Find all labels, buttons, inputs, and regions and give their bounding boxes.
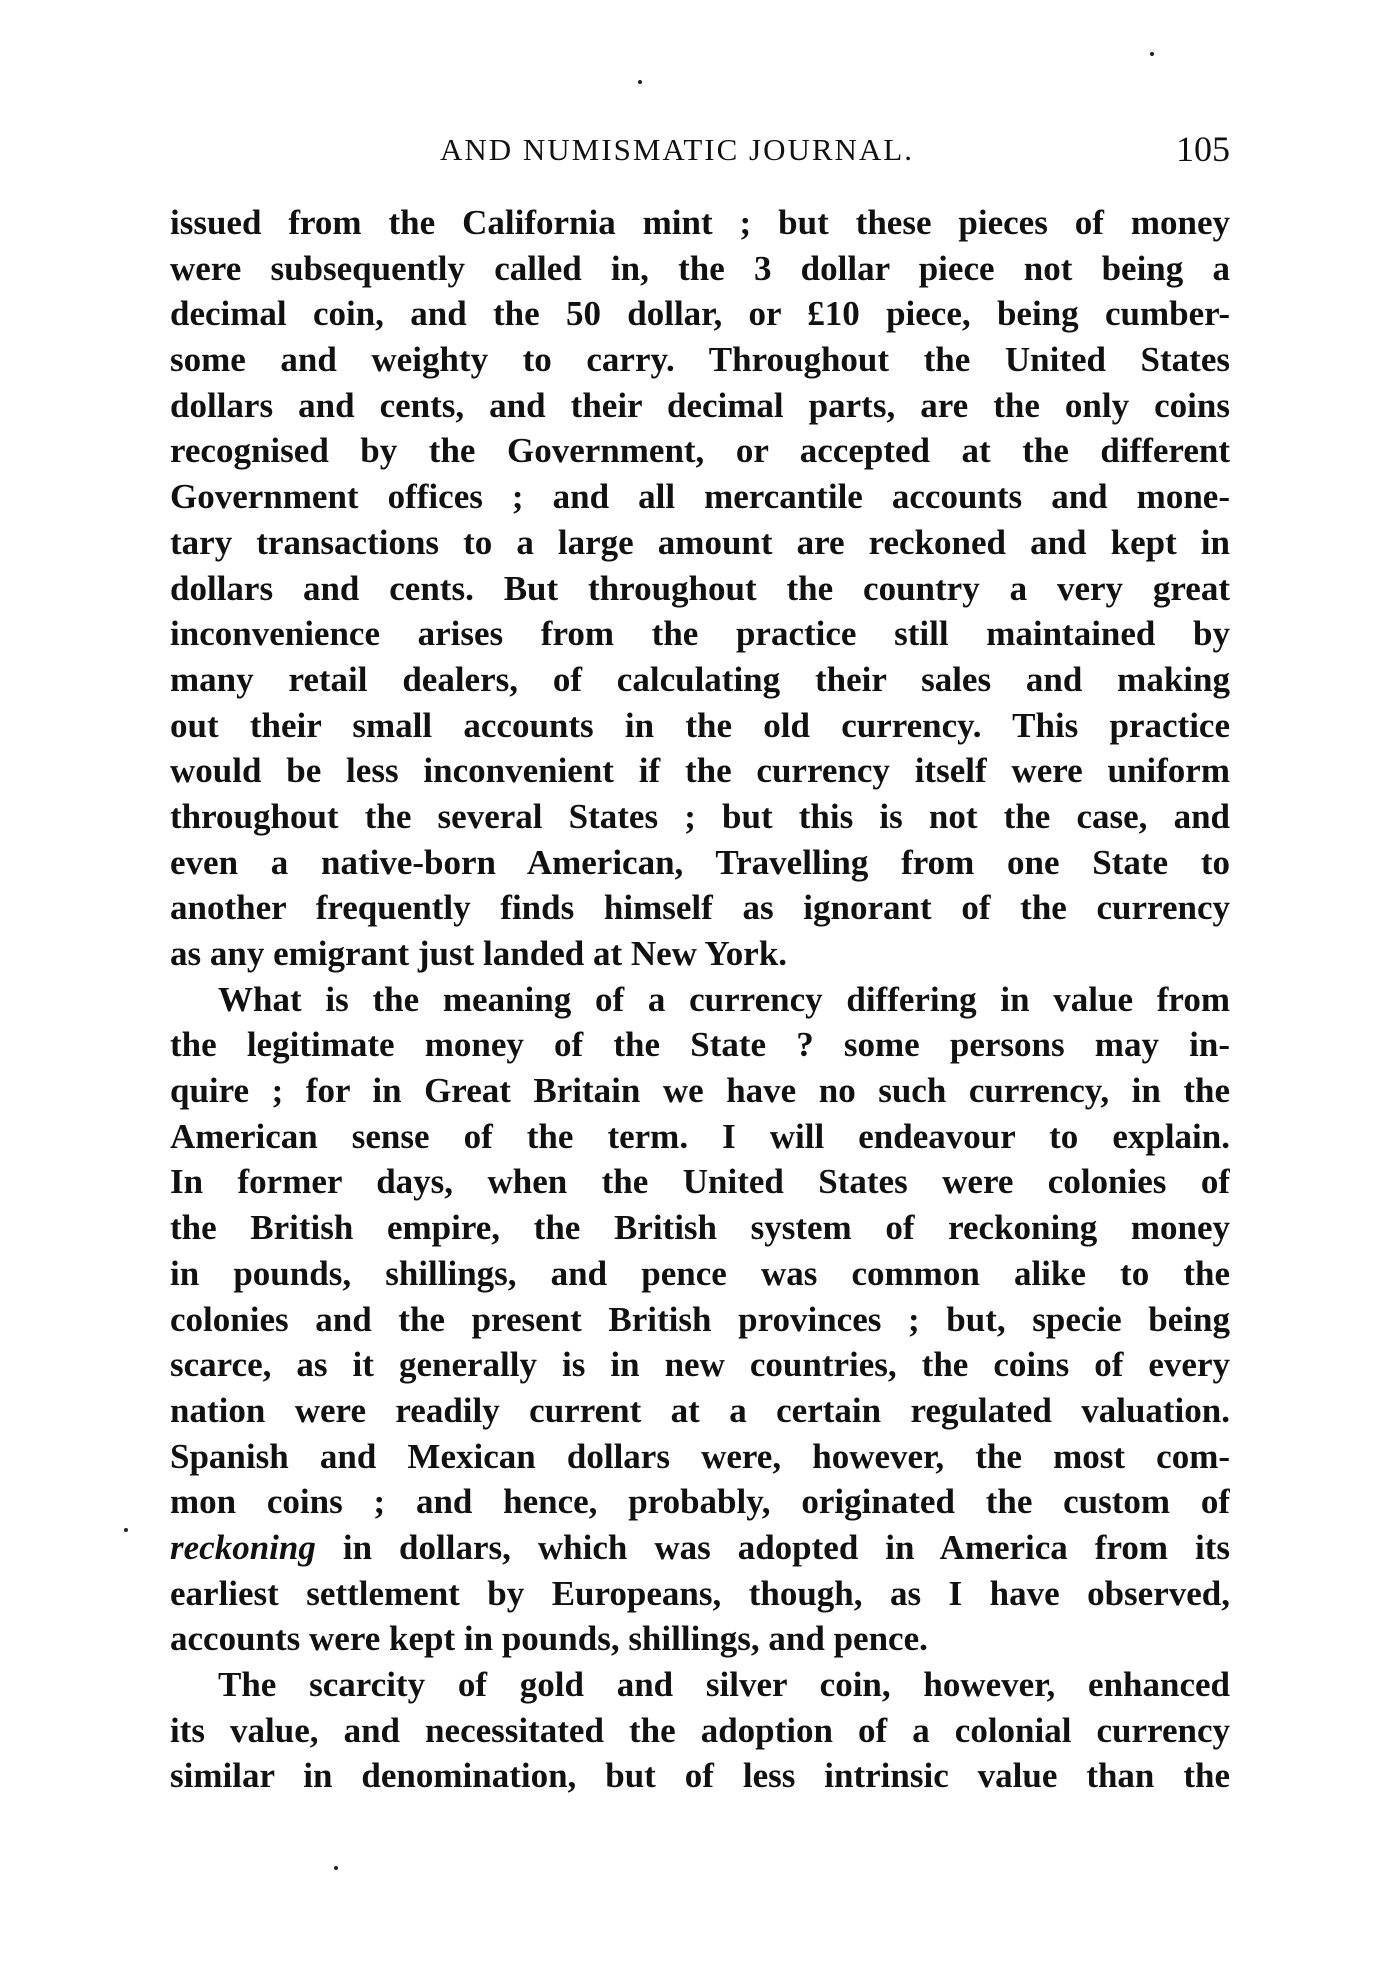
text-line: would be less inconvenient if the currency itself were uniform bbox=[170, 751, 1230, 791]
text-line: Spanish and Mexican dollars were, however, the most com- bbox=[170, 1436, 1230, 1476]
text-line: The scarcity of gold and silver coin, however, enhanced bbox=[218, 1665, 1230, 1704]
text-line: another frequently finds himself as ignorant of the currency bbox=[170, 888, 1230, 928]
text-line: dollars and cents, and their decimal parts, are the only coins bbox=[170, 385, 1230, 425]
text-line: tary transactions to a large amount are reckoned and kept in bbox=[170, 522, 1230, 562]
text-line: the legitimate money of the State ? some persons may in- bbox=[170, 1025, 1230, 1065]
text-line: Government offices ; and all mercantile accounts and mone- bbox=[170, 477, 1230, 517]
text-line: recognised by the Government, or accepted at the different bbox=[170, 431, 1230, 471]
text-line: In former days, when the United States were colonies of bbox=[170, 1162, 1230, 1202]
text-line: nation were readily current at a certain regulated valuation. bbox=[170, 1390, 1230, 1430]
text-line: dollars and cents. But throughout the country a very great bbox=[170, 568, 1230, 608]
italic-word: reckoning bbox=[170, 1527, 316, 1567]
running-head bbox=[170, 128, 1230, 172]
print-speck bbox=[1150, 52, 1154, 56]
page-number: 105 bbox=[1176, 129, 1230, 169]
text-line: colonies and the present British provinces ; but, specie being bbox=[170, 1299, 1230, 1339]
text-line: as any emigrant just landed at New York. bbox=[170, 934, 788, 973]
text-line: the British empire, the British system of reckoning money bbox=[170, 1208, 1230, 1248]
text-line: were subsequently called in, the 3 dollar piece not being a bbox=[170, 248, 1230, 288]
text-line: decimal coin, and the 50 dollar, or £10 piece, being cumber- bbox=[170, 294, 1230, 334]
text-line: throughout the several States ; but this is not the case, and bbox=[170, 796, 1230, 836]
text-line: earliest settlement by Europeans, though, as I have observed, bbox=[170, 1573, 1230, 1613]
text-line: mon coins ; and hence, probably, originated the custom of bbox=[170, 1482, 1230, 1522]
print-speck bbox=[124, 1528, 128, 1532]
text-line: scarce, as it generally is in new countries, the coins of every bbox=[170, 1345, 1230, 1385]
print-speck bbox=[334, 1866, 338, 1870]
text-line-rest: in dollars, which was adopted in America from its bbox=[342, 1527, 1230, 1567]
text-line: issued from the California mint ; but these pieces of money bbox=[170, 203, 1230, 242]
text-line: out their small accounts in the old currency. This practice bbox=[170, 705, 1230, 745]
text-line: inconvenience arises from the practice still maintained by bbox=[170, 614, 1230, 654]
print-speck bbox=[638, 80, 642, 84]
text-line: American sense of the term. I will endeavour to explain. bbox=[170, 1116, 1230, 1156]
text-line: its value, and necessitated the adoption of a colonial currency bbox=[170, 1710, 1230, 1750]
text-line: What is the meaning of a currency differing in value from bbox=[218, 979, 1230, 1019]
running-title: AND NUMISMATIC JOURNAL. bbox=[440, 132, 914, 167]
text-line: some and weighty to carry. Throughout the United States bbox=[170, 340, 1230, 380]
text-line: quire ; for in Great Britain we have no such currency, in the bbox=[170, 1071, 1230, 1111]
text-line: accounts were kept in pounds, shillings, and pence. bbox=[170, 1619, 928, 1659]
text-line: similar in denomination, but of less intrinsic value than the bbox=[170, 1756, 1230, 1796]
text-line: many retail dealers, of calculating their sales and making bbox=[170, 659, 1230, 699]
body-text bbox=[170, 200, 1230, 1799]
text-line: even a native-born American, Travelling from one State to bbox=[170, 842, 1230, 882]
text-line: in pounds, shillings, and pence was common alike to the bbox=[170, 1253, 1230, 1293]
text-line-with-italic bbox=[170, 1525, 1230, 1571]
